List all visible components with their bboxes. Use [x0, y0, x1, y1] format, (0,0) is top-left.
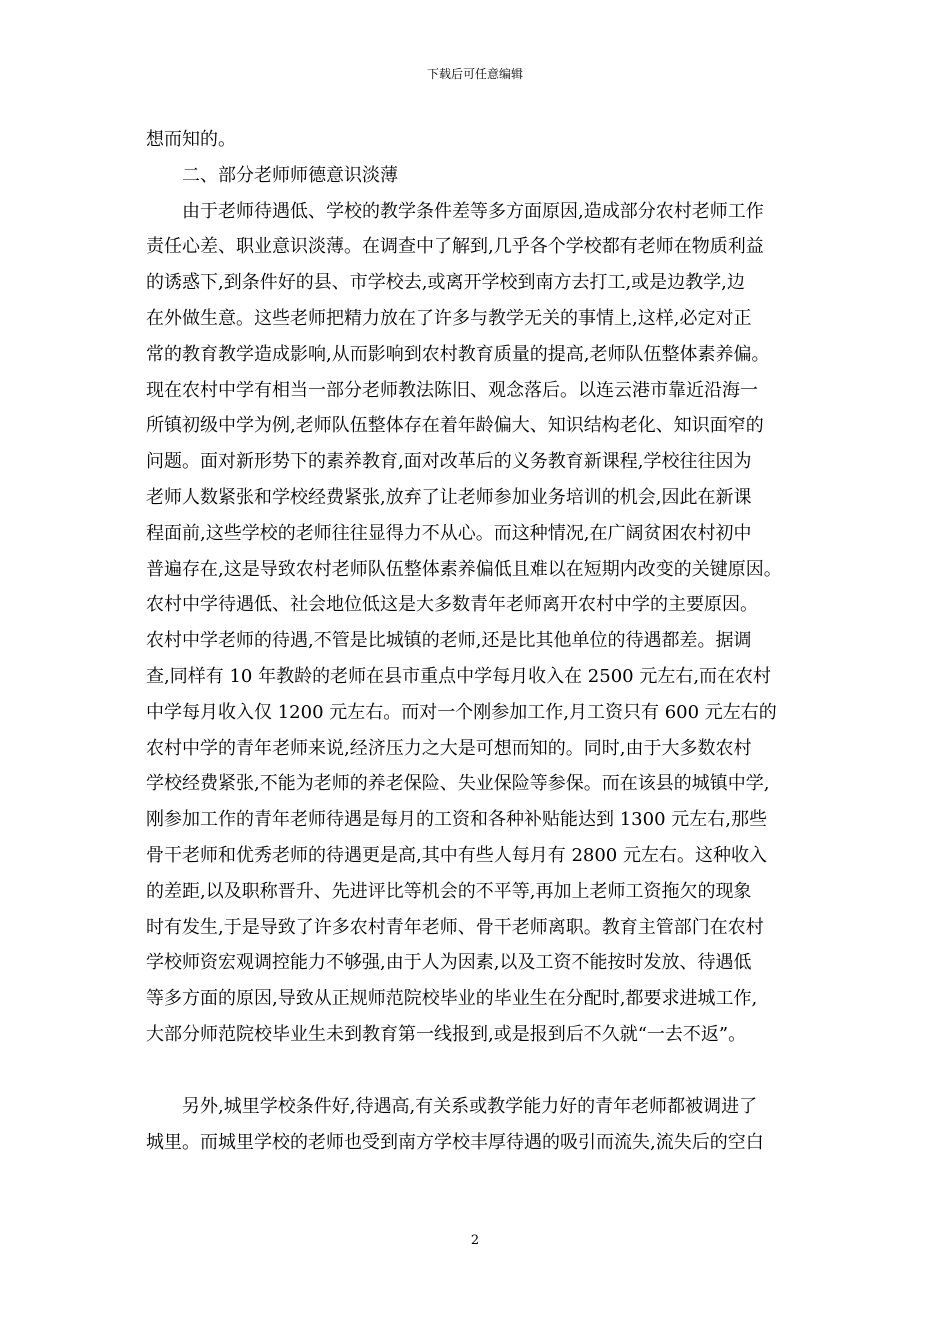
text-line: 程面前,这些学校的老师往往显得力不从心。而这种情况,在广阔贫困农村初中	[146, 522, 752, 544]
text-line: 时有发生,于是导致了许多农村青年老师、骨干老师离职。教育主管部门在农村	[146, 916, 764, 938]
page-number: 2	[470, 1233, 480, 1248]
paragraph-gap	[146, 1053, 808, 1089]
text-line: 在外做生意。这些老师把精力放在了许多与教学无关的事情上,这样,必定对正	[146, 307, 752, 329]
text-line: 老师人数紧张和学校经费紧张,放弃了让老师参加业务培训的机会,因此在新课	[146, 486, 752, 508]
text-line: 另外,城里学校条件好,待遇高,有关系或教学能力好的青年老师都被调进了	[182, 1095, 758, 1117]
page-header: 下载后可任意编辑	[426, 67, 523, 81]
text-line: 的诱惑下,到条件好的县、市学校去,或离开学校到南方去打工,或是边教学,边	[146, 272, 745, 294]
text-line: 学校经费紧张,不能为老师的养老保险、失业保险等参保。而在该县的城镇中学,	[146, 773, 770, 795]
text-line: 查,同样有 10 年教龄的老师在县市重点中学每月收入在 2500 元左右,而在农村	[146, 665, 772, 687]
text-line: 由于老师待遇低、学校的教学条件差等多方面原因,造成部分农村老师工作	[182, 200, 764, 222]
text-line: 现在农村中学有相当一部分老师教法陈旧、观念落后。以连云港市靠近沿海一	[146, 379, 758, 401]
text-line: 农村中学待遇低、社会地位低这是大多数青年老师离开农村中学的主要原因。	[146, 594, 758, 616]
text-line: 责任心差、职业意识淡薄。在调查中了解到,几乎各个学校都有老师在物质利益	[146, 236, 764, 258]
text-line: 刚参加工作的青年老师待遇是每月的工资和各种补贴能达到 1300 元左右,那些	[146, 809, 767, 831]
text-line: 想而知的。	[146, 129, 236, 150]
text-line: 骨干老师和优秀老师的待遇更是高,其中有些人每月有 2800 元左右。这种收入	[146, 844, 767, 866]
text-line: 的差距,以及职称晋升、先进评比等机会的不平等,再加上老师工资拖欠的现象	[146, 880, 752, 902]
text-line: 普遍存在,这是导致农村老师队伍整体素养偏低且难以在短期内改变的关键原因。	[146, 558, 782, 580]
text-line: 所镇初级中学为例,老师队伍整体存在着年龄偏大、知识结构老化、知识面窄的	[146, 415, 764, 437]
section-heading: 二、部分老师师德意识淡薄	[182, 164, 398, 186]
text-line: 学校师资宏观调控能力不够强,由于人为因素,以及工资不能按时发放、待遇低	[146, 952, 752, 974]
text-line: 等多方面的原因,导致从正规师范院校毕业的毕业生在分配时,都要求进城工作,	[146, 988, 758, 1010]
text-line: 问题。面对新形势下的素养教育,面对改革后的义务教育新课程,学校往往因为	[146, 451, 752, 473]
text-line: 大部分师范院校毕业生未到教育第一线报到,或是报到后不久就“一去不返”。	[146, 1023, 747, 1045]
text-line: 城里。而城里学校的老师也受到南方学校丰厚待遇的吸引而流失,流失后的空白	[146, 1131, 764, 1153]
text-line: 常的教育教学造成影响,从而影响到农村教育质量的提高,老师队伍整体素养偏。	[146, 343, 770, 365]
document-body	[146, 122, 808, 1160]
text-line: 农村中学老师的待遇,不管是比城镇的老师,还是比其他单位的待遇都差。据调	[146, 630, 752, 652]
text-line: 农村中学的青年老师来说,经济压力之大是可想而知的。同时,由于大多数农村	[146, 737, 752, 759]
text-line: 中学每月收入仅 1200 元左右。而对一个刚参加工作,月工资只有 600 元左右的	[146, 701, 777, 723]
